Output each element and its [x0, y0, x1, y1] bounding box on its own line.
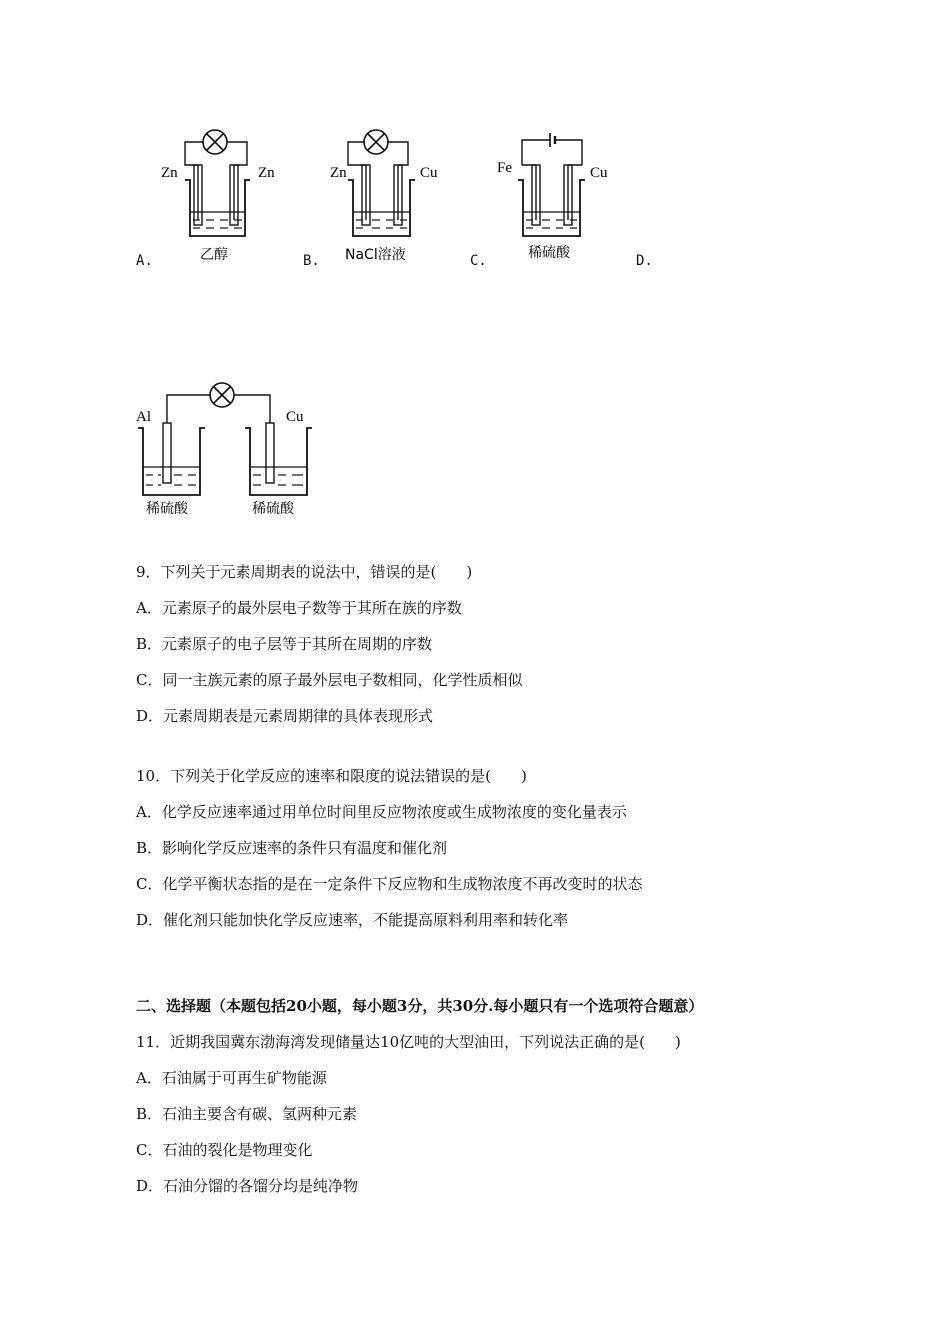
- question-10-option-b: B．影响化学反应速率的条件只有温度和催化剂: [136, 839, 448, 857]
- figure-a-letter: A.: [136, 253, 153, 269]
- question-11-option-d: D．石油分馏的各馏分均是纯净物: [136, 1177, 359, 1195]
- electrode-label-right: Cu: [590, 165, 608, 181]
- question-10-stem: 10．下列关于化学反应的速率和限度的说法错误的是( ): [136, 767, 527, 785]
- solution-label: 稀硫酸: [528, 245, 570, 261]
- electrode-label-right: Cu: [420, 165, 438, 181]
- galvanic-cell-diagram-a: [130, 120, 290, 280]
- figure-b-letter: B.: [303, 253, 320, 269]
- section-heading: 二、选择题（本题包括20小题，每小题3分，共30分.每小题只有一个选项符合题意）: [136, 997, 704, 1015]
- electrode-label-left: Zn: [330, 165, 347, 181]
- figure-c-letter: C.: [470, 253, 487, 269]
- two-beaker-cell-diagram-d: [130, 375, 330, 525]
- galvanic-cell-diagram-b: [300, 120, 460, 280]
- question-11-option-c: C．石油的裂化是物理变化: [136, 1141, 313, 1159]
- figure-a: [130, 120, 290, 280]
- question-9-option-c: C．同一主族元素的原子最外层电子数相同，化学性质相似: [136, 671, 523, 689]
- electrode-label-right: Zn: [258, 165, 275, 181]
- question-11-option-a: A．石油属于可再生矿物能源: [136, 1069, 327, 1087]
- question-10-option-c: C．化学平衡状态指的是在一定条件下反应物和生成物浓度不再改变时的状态: [136, 875, 643, 893]
- electrode-label-left: Zn: [161, 165, 178, 181]
- question-11-option-b: B．石油主要含有碳、氢两种元素: [136, 1105, 358, 1123]
- figure-b: [300, 120, 460, 280]
- figure-c: [470, 120, 630, 280]
- electrode-label-left: Al: [136, 409, 151, 425]
- electrode-label-right: Cu: [286, 409, 304, 425]
- question-9-option-b: B．元素原子的电子层等于其所在周期的序数: [136, 635, 433, 653]
- solution-label-right: 稀硫酸: [252, 501, 294, 517]
- question-11-stem: 11．近期我国冀东渤海湾发现储量达10亿吨的大型油田，下列说法正确的是( ): [136, 1033, 681, 1051]
- question-10-option-d: D．催化剂只能加快化学反应速率，不能提高原料利用率和转化率: [136, 911, 569, 929]
- figure-d-letter: D.: [636, 253, 653, 269]
- question-9-option-d: D．元素周期表是元素周期律的具体表现形式: [136, 707, 434, 725]
- solution-label: NaCl溶液: [345, 247, 406, 263]
- question-9-option-a: A．元素原子的最外层电子数等于其所在族的序数: [136, 599, 462, 617]
- figure-d: [130, 375, 330, 525]
- solution-label: 乙醇: [200, 247, 228, 263]
- question-10-option-a: A．化学反应速率通过用单位时间里反应物浓度或生成物浓度的变化量表示: [136, 803, 627, 821]
- solution-label-left: 稀硫酸: [146, 501, 188, 517]
- question-9-stem: 9．下列关于元素周期表的说法中，错误的是( ): [136, 563, 473, 581]
- electrode-label-left: Fe: [497, 160, 512, 176]
- electrolytic-cell-diagram-c: [470, 120, 630, 280]
